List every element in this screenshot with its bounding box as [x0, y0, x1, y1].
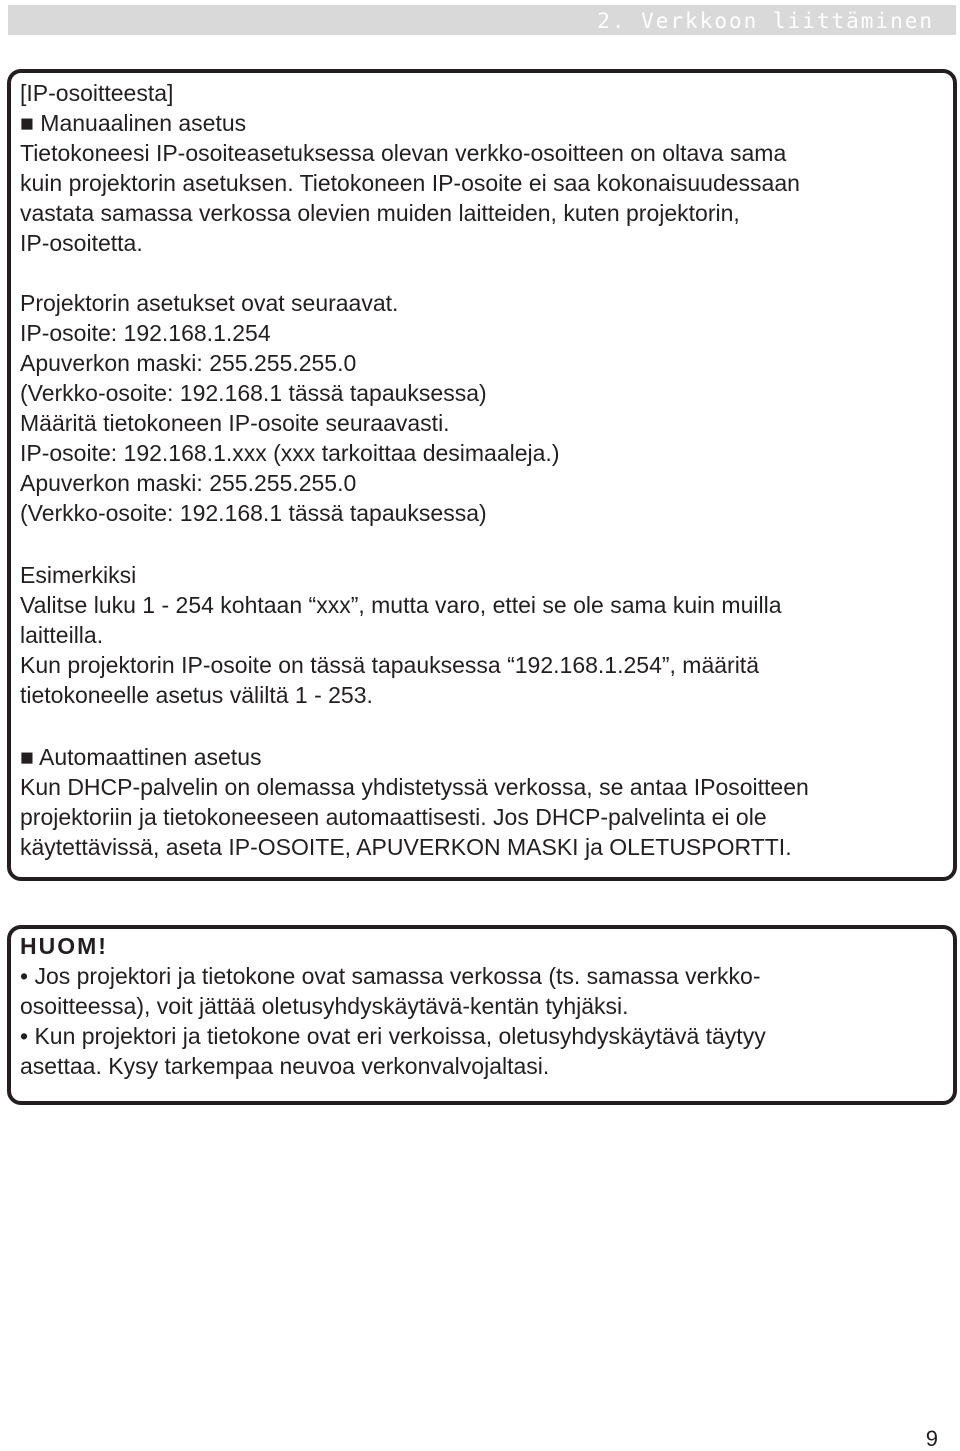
text-line: IP-osoite: 192.168.1.254 [20, 320, 271, 346]
example-heading: Esimerkiksi [20, 562, 137, 588]
text-line: laitteilla. [20, 622, 104, 648]
section-title: 2. Verkkoon liittäminen [597, 9, 934, 33]
text-line: IP-osoitetta. [20, 230, 143, 256]
text-line: Tietokoneesi IP-osoiteasetuksessa olevan verkko-osoitteen on oltava sama [20, 140, 787, 166]
text-line: Projektorin asetukset ovat seuraavat. [20, 290, 399, 316]
note-title: HUOM! [20, 933, 108, 959]
text-line: Valitse luku 1 - 254 kohtaan “xxx”, mutta varo, ettei se ole sama kuin muilla [20, 592, 782, 618]
text-line: vastata samassa verkossa olevien muiden laitteiden, kuten projektorin, [20, 200, 740, 226]
text-line: tietokoneelle asetus väliltä 1 - 253. [20, 682, 373, 708]
note-line: osoitteessa), voit jättää oletusyhdyskäytävä-kentän tyhjäksi. [20, 993, 629, 1019]
text-line: (Verkko-osoite: 192.168.1 tässä tapauksessa) [20, 380, 487, 406]
text-line: käytettävissä, aseta IP-OSOITE, APUVERKON MASKI ja OLETUSPORTTI. [20, 834, 792, 860]
text-line: kuin projektorin asetuksen. Tietokoneen IP-osoite ei saa kokonaisuudessaan [20, 170, 800, 196]
header-bar [8, 5, 956, 35]
text-line: Kun DHCP-palvelin on olemassa yhdistetyssä verkossa, se antaa IPosoitteen [20, 774, 809, 800]
text-line: Kun projektorin IP-osoite on tässä tapauksessa “192.168.1.254”, määritä [20, 652, 759, 678]
automatic-setting-heading: ■ Automaattinen asetus [20, 744, 262, 770]
note-line: asettaa. Kysy tarkempaa neuvoa verkonvalvojaltasi. [20, 1053, 550, 1079]
manual-setting-heading: ■ Manuaalinen asetus [20, 110, 247, 136]
text-line: Apuverkon maski: 255.255.255.0 [20, 470, 357, 496]
text-line: projektoriin ja tietokoneeseen automaattisesti. Jos DHCP-palvelinta ei ole [20, 804, 767, 830]
box-heading: [IP-osoitteesta] [20, 80, 174, 106]
note-line: • Kun projektori ja tietokone ovat eri verkoissa, oletusyhdyskäytävä täytyy [20, 1023, 766, 1049]
note-line: • Jos projektori ja tietokone ovat samassa verkossa (ts. samassa verkko- [20, 963, 761, 989]
page-number: 9 [925, 1426, 938, 1451]
text-line: Määritä tietokoneen IP-osoite seuraavasti. [20, 410, 450, 436]
text-line: Apuverkon maski: 255.255.255.0 [20, 350, 357, 376]
text-line: IP-osoite: 192.168.1.xxx (xxx tarkoittaa desimaaleja.) [20, 440, 560, 466]
text-line: (Verkko-osoite: 192.168.1 tässä tapauksessa) [20, 500, 487, 526]
